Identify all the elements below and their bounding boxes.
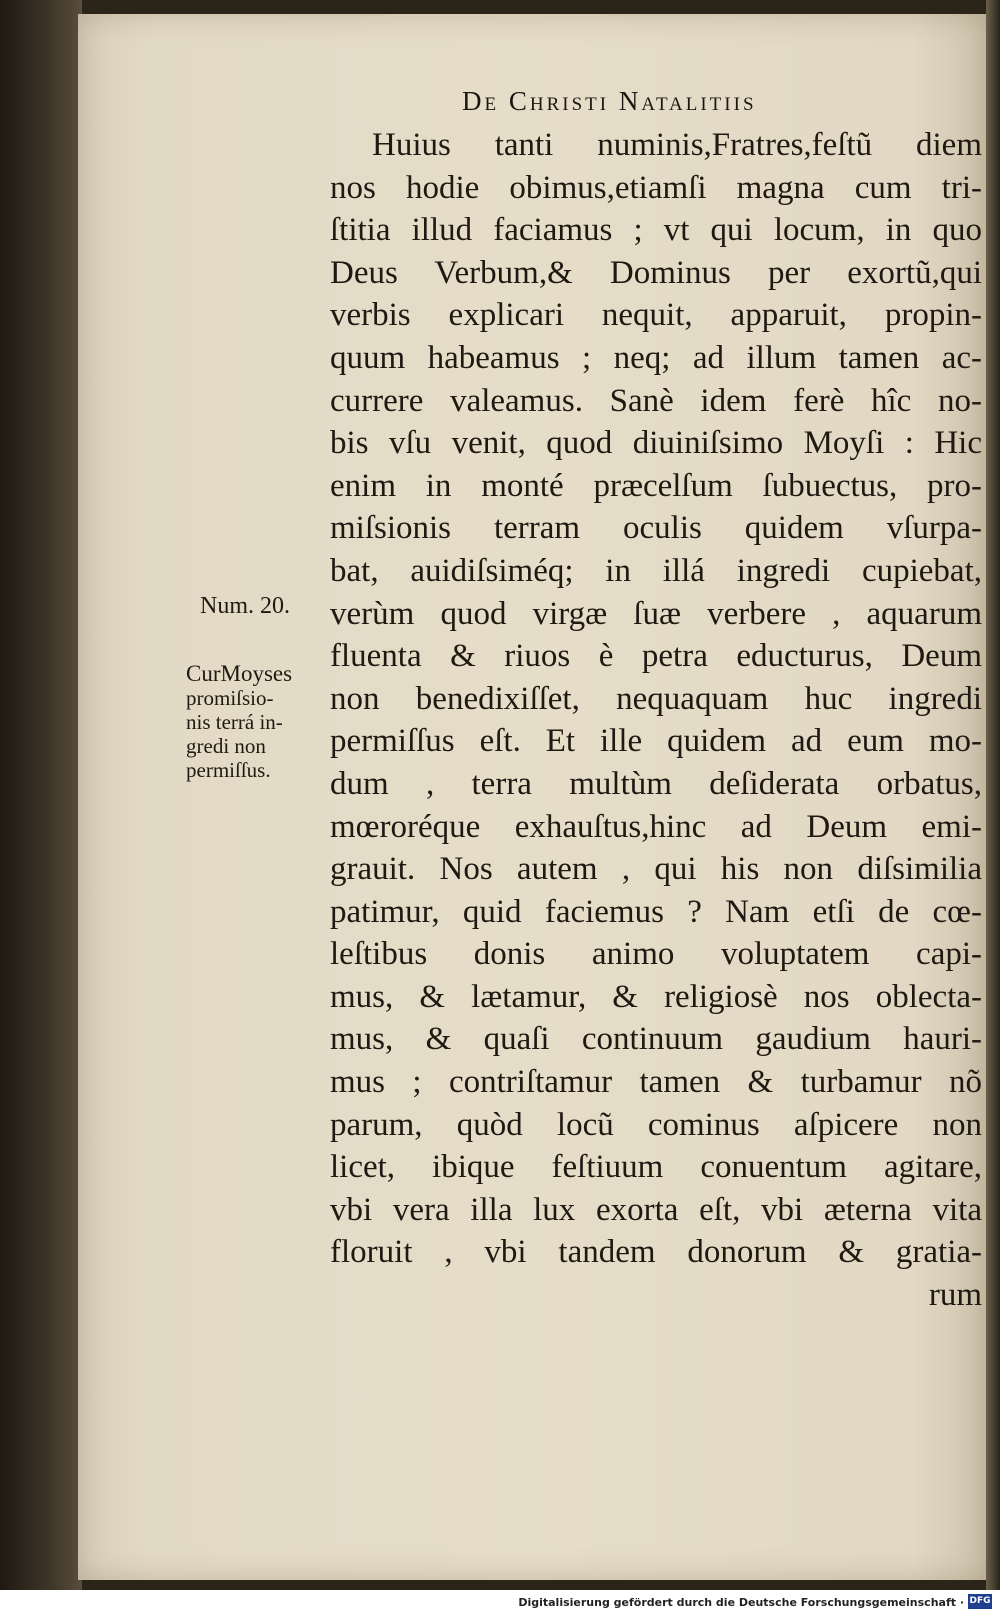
margin-reference: Num. 20.: [200, 593, 290, 619]
text-line: grauit. Nos autem , qui his non diſsimilia: [330, 851, 982, 888]
margin-note-line: promiſsio-: [186, 686, 274, 710]
book-edge-left: [0, 0, 82, 1590]
text-line: enim in monté præcelſum ſubuectus, pro-: [330, 467, 982, 504]
running-head: De Christi Natalitiis: [462, 86, 757, 116]
text-line: mus, & quaſi continuum gaudium hauri-: [330, 1021, 982, 1058]
text-line: leſtibus donis animo voluptatem capi-: [330, 936, 982, 973]
body-text: [330, 124, 982, 1317]
text-line: licet, ibique feſtiuum conuentum agitare,: [330, 1149, 982, 1186]
margin-note-line: permiſſus.: [186, 758, 271, 782]
text-line: nos hodie obimus,etiamſi magna cum tri-: [330, 169, 982, 206]
text-line: ſtitia illud faciamus ; vt qui locum, in quo: [330, 212, 982, 249]
text-line: quum habeamus ; neq; ad illum tamen ac-: [330, 339, 982, 376]
text-line: dum , terra multùm deſiderata orbatus,: [330, 765, 982, 802]
text-line: vbi vera illa lux exorta eſt, vbi æterna vita: [330, 1191, 982, 1228]
text-line: patimur, quid faciemus ? Nam etſi de cœ-: [330, 893, 982, 930]
text-line: permiſſus eſt. Et ille quidem ad eum mo-: [330, 723, 982, 760]
text-line: mus ; contriſtamur tamen & turbamur nõ: [330, 1064, 982, 1101]
margin-note: [186, 662, 326, 782]
dfg-logo-icon: DFG: [968, 1594, 992, 1609]
text-line: miſsionis terram oculis quidem vſurpa-: [330, 510, 982, 547]
book-edge-right: [986, 0, 1000, 1590]
text-line: non benedixiſſet, nequaquam huc ingredi: [330, 680, 982, 717]
catchword: rum: [928, 1277, 982, 1314]
margin-note-line: CurMoyses: [186, 661, 293, 686]
text-line: floruit , vbi tandem donorum & gratia-: [330, 1234, 982, 1271]
text-line: Deus Verbum,& Dominus per exortũ,qui: [330, 254, 982, 291]
text-line: bat, auidiſsiméq; in illá ingredi cupiebat,: [330, 552, 982, 589]
margin-note-line: gredi non: [186, 734, 266, 758]
text-line: bis vſu venit, quod diuiniſsimo Moyſi : Hic: [330, 425, 982, 462]
margin-note-line: nis terrá in-: [186, 710, 283, 734]
text-line: fluenta & riuos è petra educturus, Deum: [330, 638, 982, 675]
text-line: Huius tanti numinis,Fratres,feſtũ diem: [372, 127, 982, 163]
text-line: verbis explicari nequit, apparuit, propin-: [330, 297, 982, 334]
text-line: currere valeamus. Sanè idem ferè hîc no-: [330, 382, 982, 419]
text-line: verùm quod virgæ ſuæ verbere , aquarum: [330, 595, 982, 632]
text-line: mœroréque exhauſtus,hinc ad Deum emi-: [330, 808, 982, 845]
text-line: parum, quòd locũ cominus aſpicere non: [330, 1106, 982, 1143]
text-line: mus, & lætamur, & religiosè nos oblecta-: [330, 978, 982, 1015]
footer-credit: Digitalisierung gefördert durch die Deutsche Forschungsgemeinschaft ·: [518, 1596, 964, 1609]
